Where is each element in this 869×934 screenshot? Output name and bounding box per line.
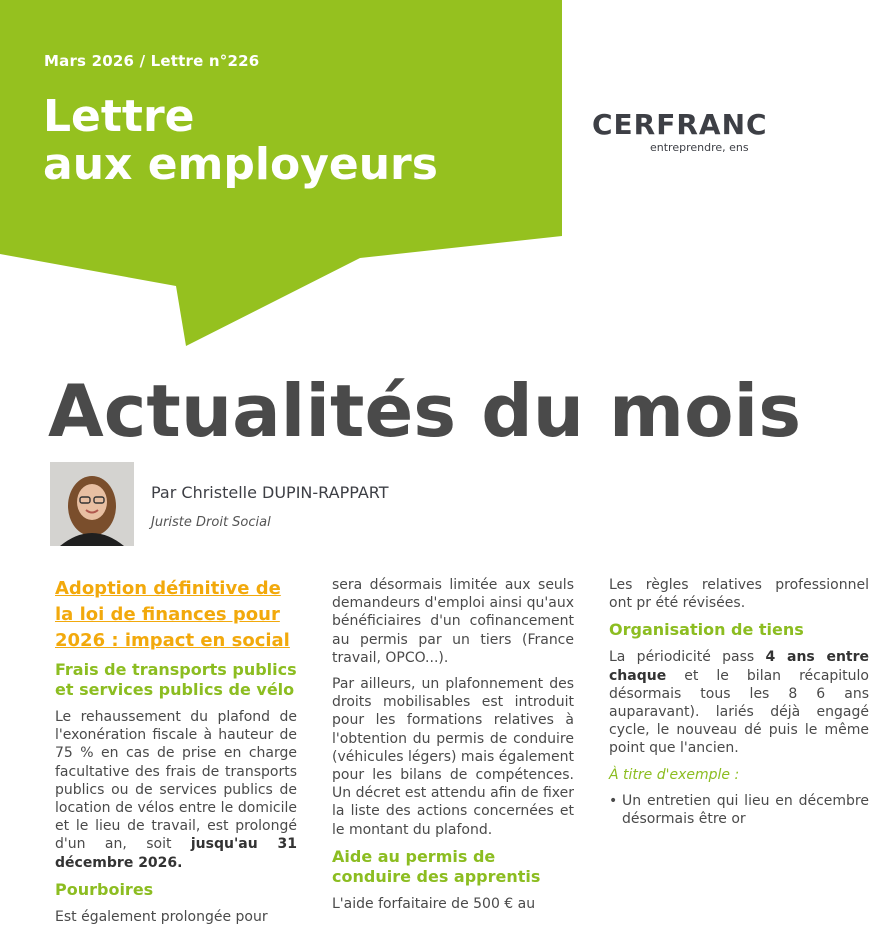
paragraph-demandeurs: sera désormais limitée aux seuls demandeurs d'emploi ainsi qu'aux bénéficiaires d'un cofinancement au permis par un tiers (France travail, OPCO...). xyxy=(332,577,574,666)
paragraph-pourboires: Est également prolongée pour xyxy=(55,908,268,925)
subheading-permis-apprentis: Aide au permis de conduire des apprentis xyxy=(332,846,541,886)
page-headline: Actualités du mois xyxy=(48,369,802,453)
logo-name: CERFRANC xyxy=(592,108,768,141)
column-1 xyxy=(55,576,297,934)
author-avatar xyxy=(50,462,134,546)
logo-tagline: entreprendre, ens xyxy=(650,141,749,154)
title-line-2: aux employeurs xyxy=(43,139,438,190)
article-title-link[interactable]: Adoption définitive de la loi de finances pour 2026 : impact en social xyxy=(55,578,290,651)
column-3 xyxy=(609,576,869,828)
subheading-organisation: Organisation de tiens xyxy=(609,620,804,640)
paragraph-periodicite-start: La périodicité pass xyxy=(609,649,755,666)
paragraph-periodicite-bold: 4 ans entre chaque xyxy=(609,649,869,684)
paragraph-periodicite-rest: et le bilan récapitulo désormais tous les 8 6 ans auparavant). lariés déjà engagé cycle, le nouveau dé puis le même point que l'ancien. xyxy=(609,667,869,757)
example-label: À titre d'exemple : xyxy=(609,766,740,783)
paragraph-aide-forfaitaire: L'aide forfaitaire de 500 € au xyxy=(332,895,536,912)
paragraph-transports-date: jusqu'au 31 décembre 2026. xyxy=(55,836,297,871)
paragraph-periodicite xyxy=(609,648,869,757)
cerfrance-logo xyxy=(592,108,768,154)
issue-line: Mars 2026 / Lettre n°226 xyxy=(44,52,260,70)
paragraph-plafonnement: Par ailleurs, un plafonnement des droits mobilisables est introduit pour les formations relatives à l'obtention du permis de conduire (véhicules légers) mais également pour les bilans de compétences. Un décret est attendu afin de fixer la liste des actions concernées et le montant du plafond. xyxy=(332,676,574,838)
subheading-transports: Frais de transports publics et services publics de vélo xyxy=(55,660,297,699)
column-2 xyxy=(332,576,574,921)
title-line-1: Lettre xyxy=(43,91,195,142)
newsletter-title xyxy=(43,93,438,189)
paragraph-regles: Les règles relatives professionnel ont pr été révisées. xyxy=(609,577,869,612)
list-item: • Un entretien qui lieu en décembre désormais être or xyxy=(609,792,869,828)
example-list xyxy=(609,792,869,828)
paragraph-transports xyxy=(55,708,297,872)
paragraph-transports-text: Le rehaussement du plafond de l'exonération fiscale à hauteur de 75 % en cas de prise en charge facultative des frais de transports publics ou de services publics de location de vélos entre le domicile et le lieu de travail, est prolongé d'un an, soit xyxy=(55,709,297,853)
author-name: Par Christelle DUPIN-RAPPART xyxy=(151,483,389,502)
author-role: Juriste Droit Social xyxy=(151,515,271,530)
subheading-pourboires: Pourboires xyxy=(55,879,154,899)
